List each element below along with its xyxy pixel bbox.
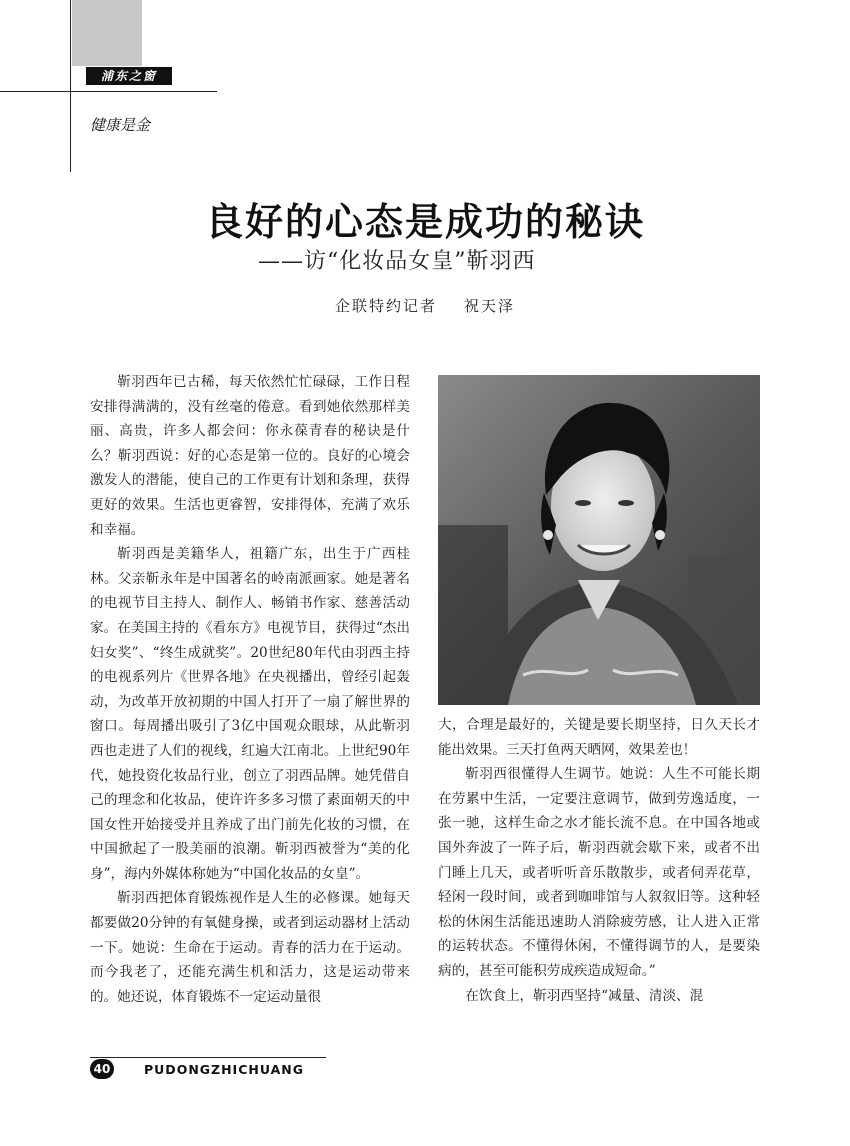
- column-tag: 浦东之窗: [86, 67, 172, 85]
- article-title: 良好的心态是成功的秘诀: [204, 200, 645, 244]
- section-label: 健康是金: [90, 116, 151, 134]
- header-vertical-rule: [70, 0, 71, 172]
- left-column: [90, 370, 410, 1040]
- header-gray-block: [72, 0, 142, 66]
- page-number: 40: [90, 1059, 114, 1079]
- header-horizontal-rule: [0, 91, 217, 92]
- paragraph: 靳羽西年已古稀，每天依然忙忙碌碌，工作日程安排得满满的，没有丝毫的倦意。看到她依然那样美丽、高贵，许多人都会问：你永葆青春的秘诀是什么？靳羽西说：好的心态是第一位的。良好的心境会激发人的潜能，使自己的工作更有计划和条理，获得更好的效果。生活也更睿智，安排得体，充满了欢乐和幸福。: [90, 374, 410, 538]
- article-byline: 企联特约记者 祝天泽: [334, 297, 516, 315]
- paragraph: 在饮食上，靳羽西坚持“减量、清淡、混: [465, 987, 704, 1004]
- paragraph: 靳羽西很懂得人生调节。她说：人生不可能长期在劳累中生活，一定要注意调节，做到劳逸适度，一张一驰，这样生命之水才能长流不息。在中国各地或国外奔波了一阵子后，靳羽西就会歇下来，或者不出门睡上几天，或者听听音乐散散步，或者伺弄花草，轻闲一段时间，或者到咖啡馆与人叙叙旧等。这种轻松的休闲生活能迅速助人消除疲劳感，让人进入正常的运转状态。不懂得休闲，不懂得调节的人，是要染病的，甚至可能积劳成疾造成短命。”: [438, 766, 760, 979]
- portrait-photo-drawing: [438, 375, 760, 705]
- footer-rule: [90, 1057, 326, 1058]
- paragraph: 靳羽西是美籍华人，祖籍广东，出生于广西桂林。父亲靳永年是中国著名的岭南派画家。她是著名的电视节目主持人、制作人、畅销书作家、慈善活动家。在美国主持的《看东方》电视节目，获得过“杰出妇女奖”、“终生成就奖”。20世纪80年代由羽西主持的电视系列片《世界各地》在央视播出，曾经引起轰动，为改革开放初期的中国人打开了一扇了解世界的窗口。每周播出吸引了3亿中国观众眼球，从此靳羽西也走进了人们的视线，红遍大江南北。上世纪90年代，她投资化妆品行业，创立了羽西品牌。她凭借自己的理念和化妆品，使许许多多习惯了素面朝天的中国女性开始接受并且养成了出门前先化妆的习惯，在中国掀起了一股美丽的浪潮。靳羽西被誉为“美的化身”，海内外媒体称她为“中国化妆品的女皇”。: [90, 546, 410, 882]
- portrait-photo: [438, 375, 760, 705]
- article-subtitle: ——访“化妆品女皇”靳羽西: [258, 249, 536, 274]
- footer-brand: PUDONGZHICHUANG: [144, 1062, 305, 1077]
- right-column: [438, 713, 760, 1043]
- paragraph: 靳羽西把体育锻炼视作是人生的必修课。她每天都要做20分钟的有氧健身操，或者到运动器材上活动一下。她说：生命在于运动。青春的活力在于运动。而今我老了，还能充满生机和活力，这是运动带来的。她还说，体育锻炼不一定运动量很: [90, 890, 410, 1005]
- paragraph: 大，合理是最好的，关键是要长期坚持，日久天长才能出效果。三天打鱼两天晒网，效果差也！: [438, 717, 760, 758]
